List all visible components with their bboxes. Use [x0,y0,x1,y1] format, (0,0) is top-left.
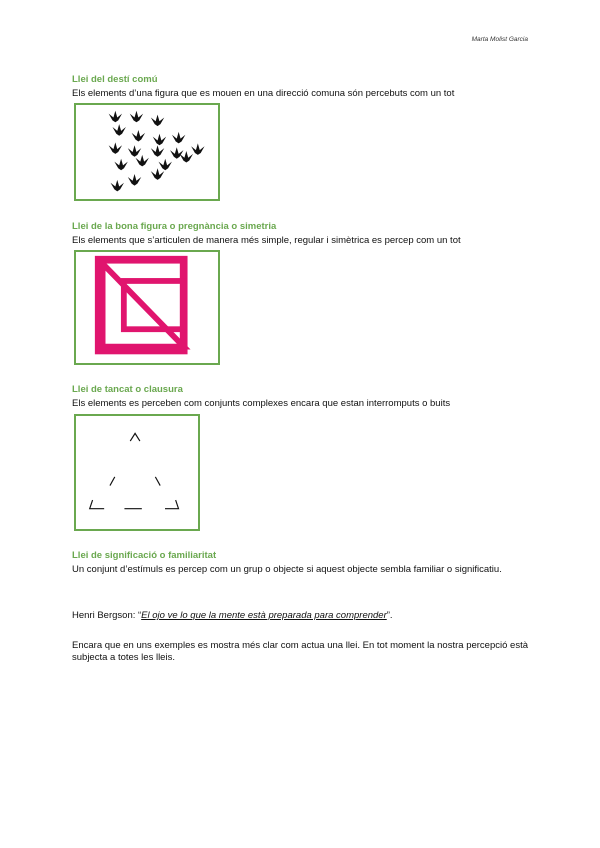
bird-icon [130,111,143,123]
bird-icon [151,145,164,157]
bird-icon [151,168,164,180]
figure-square-triangle [74,250,220,365]
section-text: Els elements es perceben com conjunts complexes encara que estan interromputs o buits [72,398,451,409]
bird-icon [128,145,141,157]
section-text: Els elements que s’articulen de manera més simple, regular i simètrica es percep com un tot [72,235,461,246]
broken-triangle-icon [76,416,198,529]
birds-icon [76,105,218,199]
bird-icon [109,111,122,123]
bird-icon [191,143,204,155]
bird-icon [135,155,148,167]
bird-icon [109,142,122,154]
figure-flock-of-birds [74,103,220,201]
section-text: Els elements d’una figura que es mouen en una direcció comuna són percebuts com un tot [72,88,455,99]
bird-icon [159,159,172,171]
bird-icon [112,124,125,136]
bird-icon [151,115,164,127]
bird-icon [132,130,145,142]
bergson-quote [72,610,528,622]
section-closure [72,384,528,410]
bird-icon [153,134,166,146]
section-significance [72,550,528,576]
section-good-figure [72,221,528,247]
quote-text: El ojo ve lo que la mente està preparada para comprender [141,610,387,621]
section-text: Un conjunt d’estímuls es percep com un grup o objecte si aquest objecte sembla familiar o significatiu. [72,564,502,575]
section-common-fate [72,74,528,100]
bird-icon [128,174,141,186]
section-title: Llei del destí comú [72,74,158,85]
bird-icon [114,159,127,171]
figure-broken-triangle [74,414,200,531]
section-title: Llei de tancat o clausura [72,384,183,395]
bird-icon [172,132,185,144]
bird-icon [111,180,124,192]
quote-suffix: ”. [386,610,393,621]
section-title: Llei de la bona figura o pregnància o simetria [72,221,277,232]
page-author: Marta Molist Garcia [471,36,528,43]
quote-prefix: Henri Bergson: “ [72,610,142,621]
closing-paragraph: Encara que en uns exemples es mostra més clar com actua una llei. En tot moment la nostra percepció està subjecta a totes les lleis. [72,640,528,663]
square-triangle-icon [76,252,218,363]
section-title: Llei de significació o familiaritat [72,550,217,561]
